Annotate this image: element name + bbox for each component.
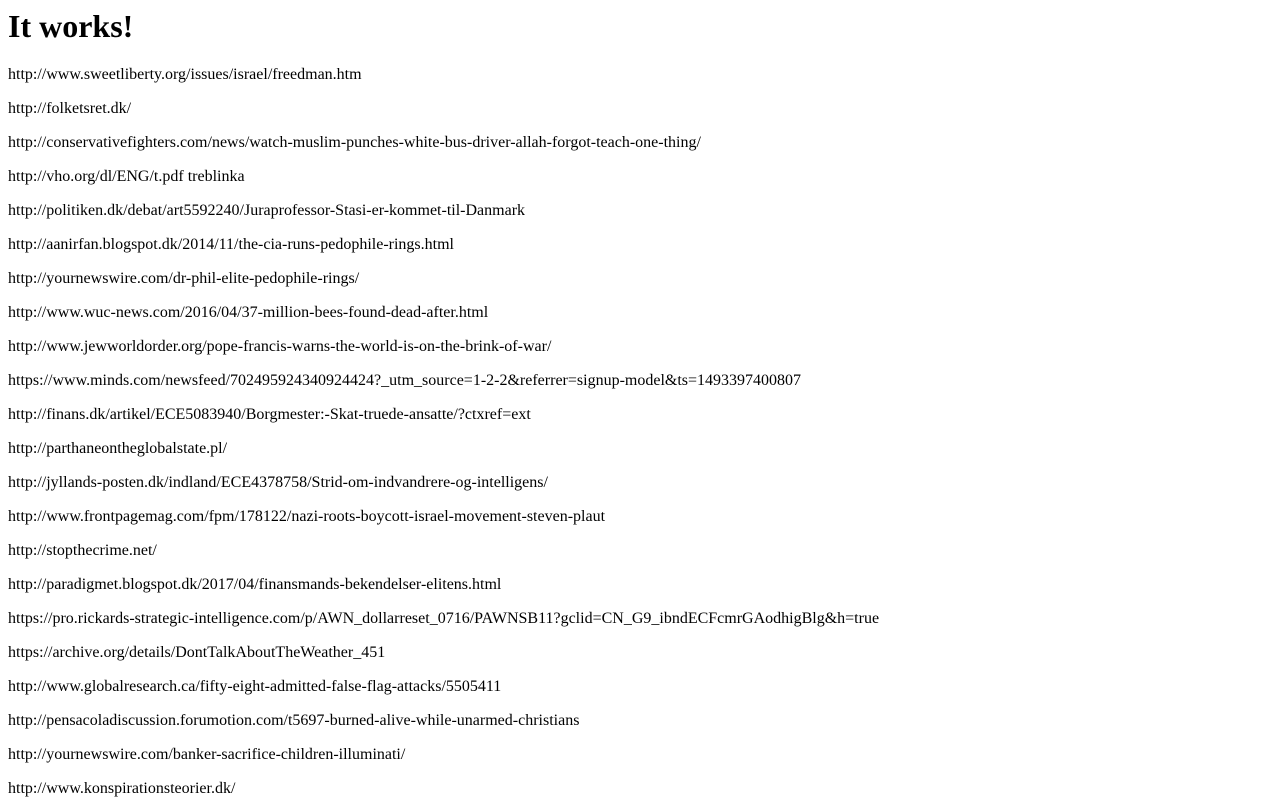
text-line: http://www.frontpagemag.com/fpm/178122/nazi-roots-boycott-israel-movement-steven-plaut bbox=[8, 508, 606, 525]
text-line: http://jyllands-posten.dk/indland/ECE4378758/Strid-om-indvandrere-og-intelligens/ bbox=[8, 474, 548, 491]
text-line: http://vho.org/dl/ENG/t.pdf treblinka bbox=[8, 168, 245, 185]
page-heading: It works! bbox=[8, 8, 134, 44]
text-line: http://paradigmet.blogspot.dk/2017/04/finansmands-bekendelser-elitens.html bbox=[8, 576, 502, 593]
text-line: http://conservativefighters.com/news/watch-muslim-punches-white-bus-driver-allah-forgot-teach-one-thing/ bbox=[8, 134, 701, 151]
text-line: http://pensacoladiscussion.forumotion.com/t5697-burned-alive-while-unarmed-christians bbox=[8, 712, 580, 729]
text-line: http://parthaneontheglobalstate.pl/ bbox=[8, 440, 228, 457]
text-line: https://www.minds.com/newsfeed/702495924340924424?_utm_source=1-2-2&referrer=signup-model&ts=1493397400807 bbox=[8, 372, 802, 389]
text-line: https://archive.org/details/DontTalkAboutTheWeather_451 bbox=[8, 644, 386, 661]
text-line: http://stopthecrime.net/ bbox=[8, 542, 157, 559]
text-line: http://www.konspirationsteorier.dk/ bbox=[8, 780, 236, 797]
text-line: http://www.sweetliberty.org/issues/israel/freedman.htm bbox=[8, 66, 362, 83]
text-line: http://yournewswire.com/banker-sacrifice-children-illuminati/ bbox=[8, 746, 406, 763]
text-line: http://www.globalresearch.ca/fifty-eight-admitted-false-flag-attacks/5505411 bbox=[8, 678, 502, 695]
text-line: http://www.wuc-news.com/2016/04/37-million-bees-found-dead-after.html bbox=[8, 304, 489, 321]
text-line: http://folketsret.dk/ bbox=[8, 100, 132, 117]
text-line: http://finans.dk/artikel/ECE5083940/Borgmester:-Skat-truede-ansatte/?ctxref=ext bbox=[8, 406, 531, 423]
text-lines bbox=[8, 66, 1272, 798]
text-line: http://yournewswire.com/dr-phil-elite-pedophile-rings/ bbox=[8, 270, 360, 287]
text-line: http://politiken.dk/debat/art5592240/Juraprofessor-Stasi-er-kommet-til-Danmark bbox=[8, 202, 526, 219]
text-line: https://pro.rickards-strategic-intelligence.com/p/AWN_dollarreset_0716/PAWNSB11?gclid=CN_G9_ibndECFcmrGAodhigBlg&h=true bbox=[8, 610, 880, 627]
text-line: http://www.jewworldorder.org/pope-francis-warns-the-world-is-on-the-brink-of-war/ bbox=[8, 338, 552, 355]
text-line: http://aanirfan.blogspot.dk/2014/11/the-cia-runs-pedophile-rings.html bbox=[8, 236, 454, 253]
